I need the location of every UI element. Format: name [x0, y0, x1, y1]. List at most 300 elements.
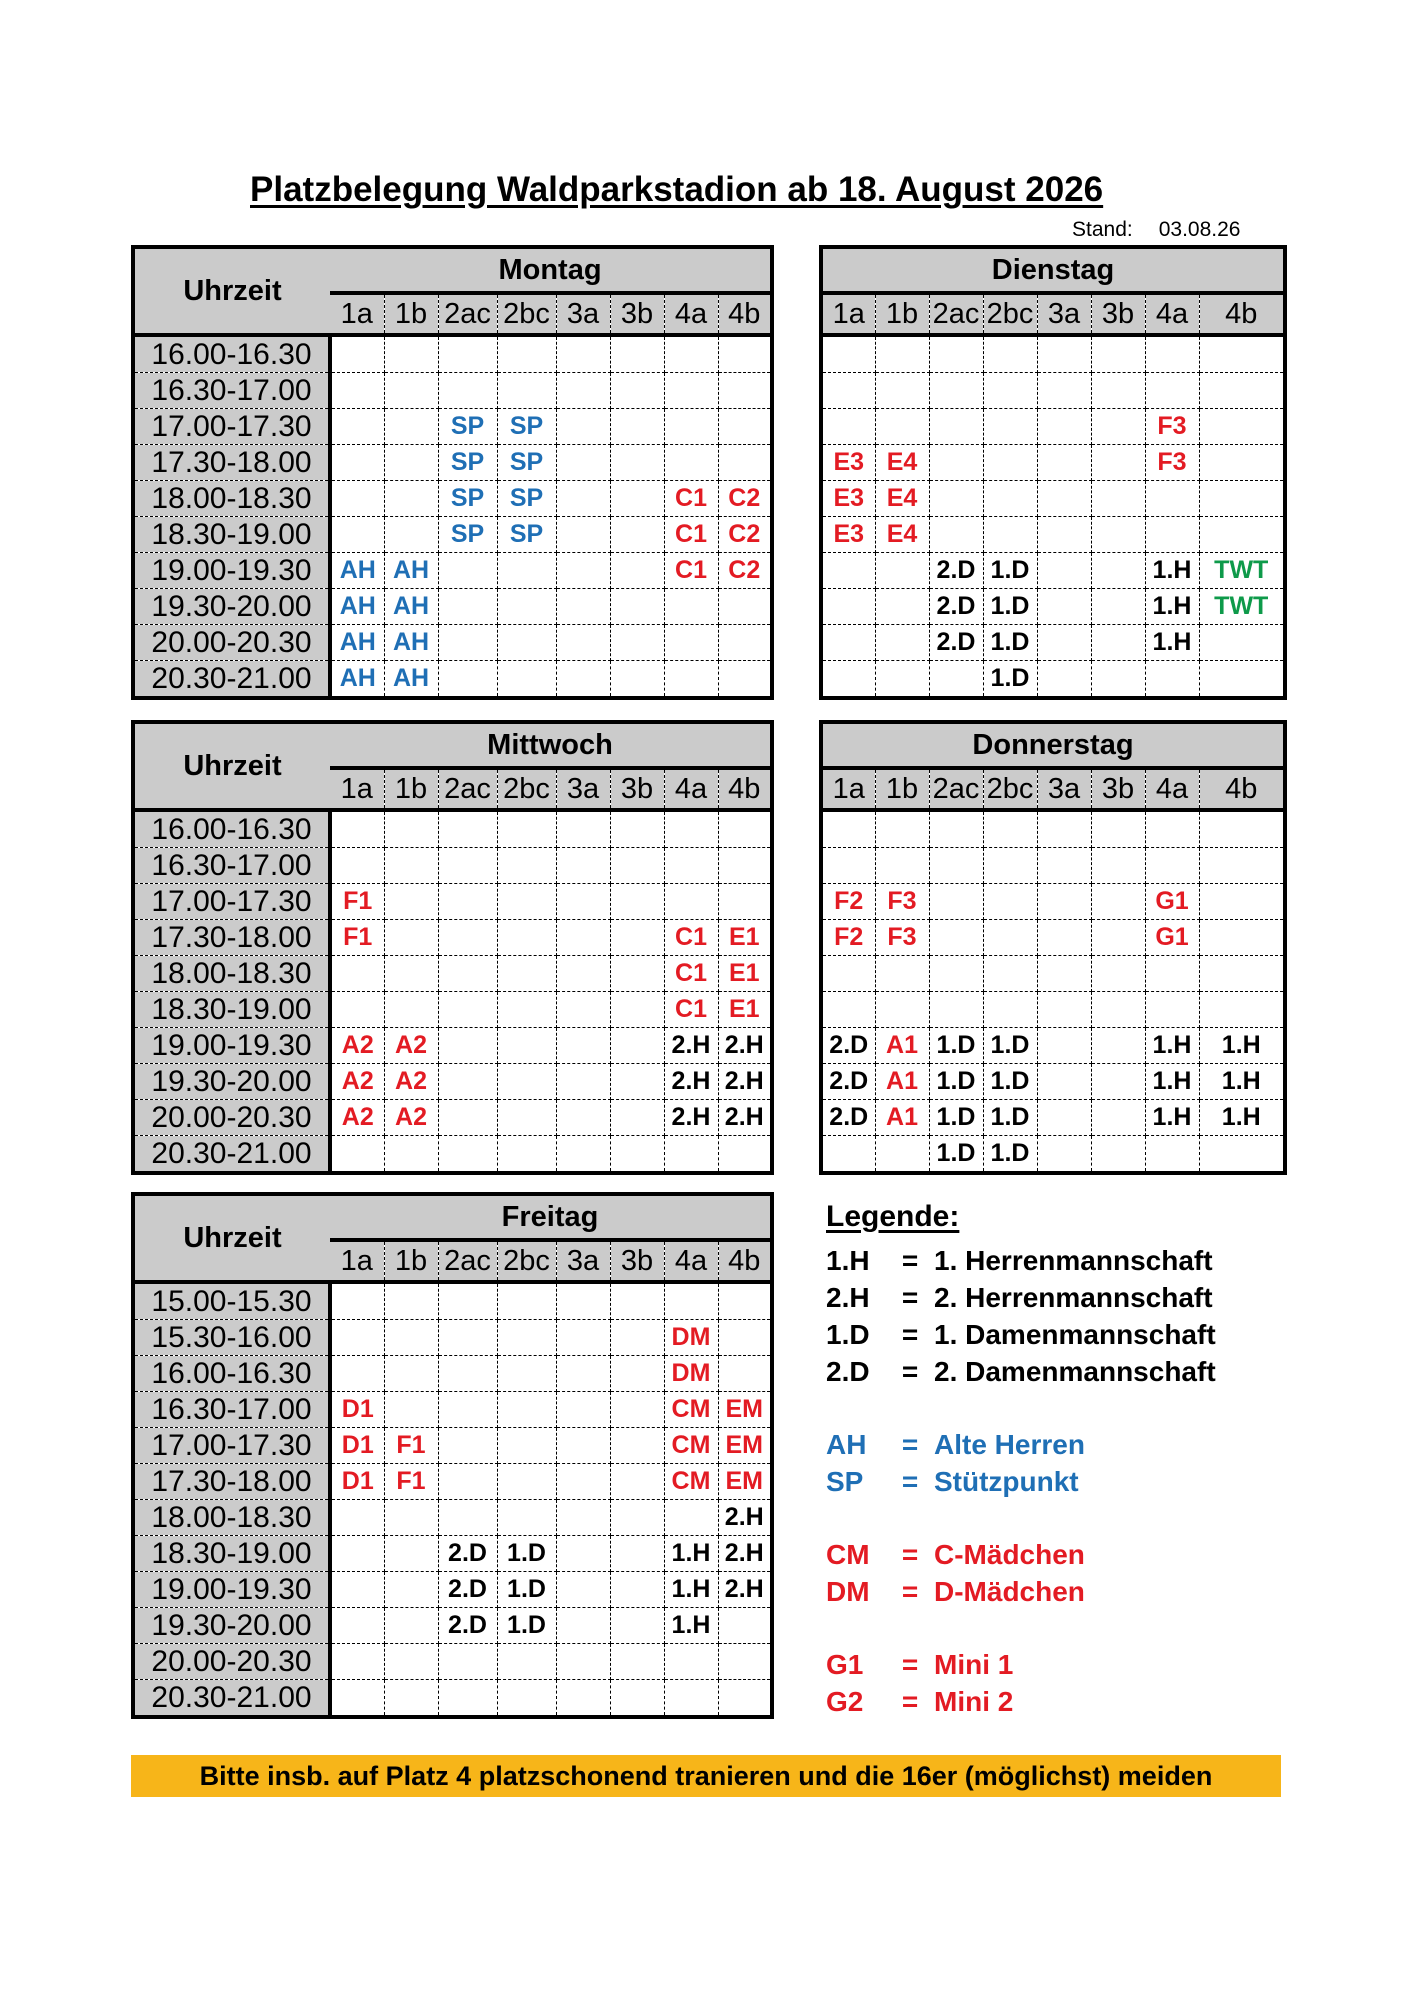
booking-cell: F3 — [875, 884, 929, 920]
booking-cell — [497, 1644, 556, 1680]
booking-cell — [384, 1136, 438, 1174]
booking-cell — [610, 589, 664, 625]
booking-cell: A2 — [384, 1100, 438, 1136]
booking-cell: 2.H — [718, 1028, 772, 1064]
schedule-table-montag — [131, 245, 774, 700]
booking-cell: C1 — [664, 553, 718, 589]
booking-cell — [497, 848, 556, 884]
time-slot-row — [133, 589, 772, 625]
time-slot-row — [821, 810, 1285, 848]
legend-equals: = — [901, 1282, 919, 1313]
booking-cell — [497, 1282, 556, 1320]
booking-cell: 1.H — [1145, 1028, 1199, 1064]
booking-cell — [875, 661, 929, 699]
time-slot-label: 20.30-21.00 — [133, 1680, 330, 1718]
booking-cell — [438, 1320, 497, 1356]
booking-cell — [1145, 517, 1199, 553]
booking-cell — [929, 445, 983, 481]
booking-cell: A2 — [384, 1028, 438, 1064]
booking-cell — [384, 1392, 438, 1428]
booking-cell — [556, 1100, 610, 1136]
time-slot-row — [821, 517, 1285, 553]
time-slot-row — [821, 373, 1285, 409]
time-slot-label: 19.30-20.00 — [133, 1064, 330, 1100]
time-slot-row — [133, 1282, 772, 1320]
booking-cell — [610, 481, 664, 517]
time-slot-label: 18.00-18.30 — [133, 1500, 330, 1536]
legend-entry — [826, 1242, 1216, 1279]
court-header: 2bc — [497, 768, 556, 810]
booking-cell — [610, 848, 664, 884]
court-header: 3a — [556, 1240, 610, 1282]
booking-cell — [875, 625, 929, 661]
booking-cell: 1.D — [983, 1136, 1037, 1174]
booking-cell — [1091, 1064, 1145, 1100]
booking-cell — [330, 1644, 384, 1680]
time-slot-label: 19.00-19.30 — [133, 1028, 330, 1064]
booking-cell — [1037, 335, 1091, 373]
booking-cell — [929, 409, 983, 445]
booking-cell — [330, 1536, 384, 1572]
booking-cell — [438, 661, 497, 699]
booking-cell — [497, 1464, 556, 1500]
booking-cell — [556, 1644, 610, 1680]
booking-cell — [610, 1572, 664, 1608]
booking-cell — [556, 589, 610, 625]
booking-cell: 1.H — [1199, 1064, 1285, 1100]
booking-cell — [1037, 553, 1091, 589]
time-slot-row — [133, 1064, 772, 1100]
court-header: 1b — [384, 1240, 438, 1282]
booking-cell — [875, 589, 929, 625]
court-header: 3b — [610, 768, 664, 810]
booking-cell — [610, 1100, 664, 1136]
booking-cell — [556, 1608, 610, 1644]
time-slot-row — [133, 956, 772, 992]
time-slot-row — [133, 373, 772, 409]
booking-cell — [875, 553, 929, 589]
booking-cell — [610, 1608, 664, 1644]
time-slot-row — [133, 848, 772, 884]
booking-cell: E4 — [875, 481, 929, 517]
court-header: 4a — [664, 768, 718, 810]
booking-cell — [1199, 810, 1285, 848]
schedule-table-donnerstag — [819, 720, 1287, 1175]
legend-key: DM — [826, 1576, 870, 1607]
court-header: 3b — [1091, 768, 1145, 810]
legend-key: G2 — [826, 1686, 864, 1717]
day-header-freitag: Freitag — [330, 1194, 772, 1240]
booking-cell — [718, 884, 772, 920]
booking-cell — [1091, 445, 1145, 481]
booking-cell — [718, 335, 772, 373]
booking-cell — [718, 1644, 772, 1680]
booking-cell — [1199, 481, 1285, 517]
booking-cell — [497, 373, 556, 409]
time-slot-label: 19.30-20.00 — [133, 589, 330, 625]
booking-cell — [610, 517, 664, 553]
booking-cell — [610, 1500, 664, 1536]
booking-cell: 1.H — [1145, 1100, 1199, 1136]
booking-cell: SP — [438, 481, 497, 517]
booking-cell — [1037, 1100, 1091, 1136]
day-header-dienstag: Dienstag — [821, 247, 1285, 293]
time-slot-row — [133, 1100, 772, 1136]
booking-cell — [384, 373, 438, 409]
court-header: 4b — [718, 768, 772, 810]
booking-cell — [1199, 625, 1285, 661]
booking-cell: 1.D — [983, 1064, 1037, 1100]
booking-cell: AH — [330, 661, 384, 699]
booking-cell — [1091, 1100, 1145, 1136]
schedule-table-dienstag — [819, 245, 1287, 700]
court-header: 3b — [610, 293, 664, 335]
legend-key: 1.D — [826, 1319, 870, 1350]
booking-cell: SP — [438, 445, 497, 481]
booking-cell: 1.D — [929, 1028, 983, 1064]
booking-cell — [384, 1572, 438, 1608]
booking-cell — [556, 810, 610, 848]
booking-cell: 1.D — [497, 1536, 556, 1572]
time-slot-row — [133, 409, 772, 445]
court-header: 2ac — [438, 768, 497, 810]
booking-cell — [664, 445, 718, 481]
booking-cell — [983, 373, 1037, 409]
time-slot-row — [821, 625, 1285, 661]
booking-cell — [497, 625, 556, 661]
booking-cell: 2.D — [821, 1064, 875, 1100]
booking-cell — [929, 335, 983, 373]
booking-cell: 2.H — [718, 1100, 772, 1136]
booking-cell — [983, 992, 1037, 1028]
booking-cell: DM — [664, 1356, 718, 1392]
booking-cell — [664, 884, 718, 920]
booking-cell — [610, 920, 664, 956]
booking-cell — [438, 848, 497, 884]
booking-cell — [556, 1136, 610, 1174]
booking-cell — [664, 1136, 718, 1174]
booking-cell: AH — [384, 553, 438, 589]
legend-description: 1. Damenmannschaft — [934, 1319, 1216, 1350]
booking-cell: 2.D — [929, 553, 983, 589]
legend-entry — [826, 1426, 1216, 1463]
booking-cell — [556, 1500, 610, 1536]
booking-cell — [664, 810, 718, 848]
time-slot-label: 19.00-19.30 — [133, 1572, 330, 1608]
time-slot-label: 18.30-19.00 — [133, 992, 330, 1028]
booking-cell: 2.H — [664, 1100, 718, 1136]
booking-cell: F1 — [384, 1428, 438, 1464]
booking-cell: CM — [664, 1428, 718, 1464]
booking-cell — [384, 335, 438, 373]
booking-cell — [1037, 1136, 1091, 1174]
booking-cell — [718, 625, 772, 661]
legend-key: SP — [826, 1466, 864, 1497]
booking-cell — [1091, 335, 1145, 373]
booking-cell — [556, 409, 610, 445]
court-header: 1b — [384, 293, 438, 335]
booking-cell: C2 — [718, 553, 772, 589]
booking-cell: EM — [718, 1392, 772, 1428]
booking-cell — [821, 589, 875, 625]
booking-cell — [664, 589, 718, 625]
booking-cell — [610, 884, 664, 920]
booking-cell: E4 — [875, 517, 929, 553]
legend-description: 1. Herrenmannschaft — [934, 1245, 1213, 1276]
booking-cell — [497, 1356, 556, 1392]
booking-cell — [384, 409, 438, 445]
booking-cell: 2.H — [664, 1064, 718, 1100]
booking-cell — [1037, 992, 1091, 1028]
day-header-montag: Montag — [330, 247, 772, 293]
legend-description: Stützpunkt — [934, 1466, 1079, 1497]
booking-cell — [497, 1680, 556, 1718]
booking-cell — [1037, 1064, 1091, 1100]
booking-cell — [610, 445, 664, 481]
booking-cell: A1 — [875, 1028, 929, 1064]
legend-description: Mini 1 — [934, 1649, 1014, 1680]
court-header: 3a — [556, 768, 610, 810]
booking-cell — [610, 810, 664, 848]
booking-cell — [610, 956, 664, 992]
booking-cell: A2 — [330, 1064, 384, 1100]
time-column-header: Uhrzeit — [133, 1194, 330, 1282]
time-slot-row — [133, 481, 772, 517]
time-slot-label: 20.00-20.30 — [133, 1644, 330, 1680]
stand-label: Stand: — [1072, 218, 1133, 241]
booking-cell — [664, 848, 718, 884]
booking-cell: 1.H — [1145, 625, 1199, 661]
booking-cell — [1091, 956, 1145, 992]
booking-cell: 2.H — [718, 1572, 772, 1608]
booking-cell — [610, 1464, 664, 1500]
booking-cell — [1037, 481, 1091, 517]
booking-cell — [718, 1356, 772, 1392]
booking-cell — [556, 481, 610, 517]
booking-cell — [330, 1608, 384, 1644]
booking-cell — [821, 625, 875, 661]
court-header: 1b — [384, 768, 438, 810]
legend-equals: = — [901, 1686, 919, 1717]
legend-equals: = — [901, 1466, 919, 1497]
booking-cell: SP — [497, 445, 556, 481]
legend-description: Mini 2 — [934, 1686, 1014, 1717]
booking-cell — [1091, 810, 1145, 848]
time-slot-row — [821, 1064, 1285, 1100]
booking-cell — [610, 553, 664, 589]
booking-cell — [438, 1064, 497, 1100]
booking-cell — [497, 661, 556, 699]
booking-cell — [1037, 625, 1091, 661]
time-slot-row — [821, 884, 1285, 920]
court-header: 1a — [330, 293, 384, 335]
booking-cell — [821, 956, 875, 992]
time-slot-label: 18.00-18.30 — [133, 956, 330, 992]
booking-cell: 2.H — [718, 1064, 772, 1100]
booking-cell: 1.H — [1199, 1028, 1285, 1064]
booking-cell — [556, 661, 610, 699]
booking-cell: CM — [664, 1392, 718, 1428]
booking-cell — [1091, 992, 1145, 1028]
booking-cell — [438, 625, 497, 661]
time-slot-label: 17.00-17.30 — [133, 884, 330, 920]
booking-cell — [438, 1644, 497, 1680]
booking-cell — [556, 553, 610, 589]
legend-key: AH — [826, 1429, 867, 1460]
booking-cell — [556, 1028, 610, 1064]
booking-cell: 1.H — [664, 1608, 718, 1644]
booking-cell — [929, 481, 983, 517]
booking-cell — [821, 335, 875, 373]
booking-cell — [821, 373, 875, 409]
booking-cell — [497, 992, 556, 1028]
booking-cell: 2.H — [718, 1536, 772, 1572]
booking-cell — [875, 848, 929, 884]
booking-cell: C1 — [664, 992, 718, 1028]
booking-cell — [330, 1320, 384, 1356]
booking-cell — [384, 1680, 438, 1718]
booking-cell: E1 — [718, 956, 772, 992]
booking-cell — [610, 1644, 664, 1680]
booking-cell: SP — [497, 517, 556, 553]
time-slot-label: 16.30-17.00 — [133, 373, 330, 409]
time-slot-row — [133, 625, 772, 661]
booking-cell — [718, 1608, 772, 1644]
court-header: 2ac — [929, 768, 983, 810]
time-slot-row — [821, 1028, 1285, 1064]
booking-cell — [556, 956, 610, 992]
booking-cell — [438, 1428, 497, 1464]
court-header: 1a — [821, 768, 875, 810]
booking-cell — [438, 373, 497, 409]
booking-cell — [929, 992, 983, 1028]
booking-cell: 1.D — [983, 1100, 1037, 1136]
booking-cell: E1 — [718, 920, 772, 956]
booking-cell — [556, 1320, 610, 1356]
booking-cell — [718, 1136, 772, 1174]
booking-cell — [330, 956, 384, 992]
stand-date — [1072, 218, 1240, 242]
booking-cell: 2.D — [438, 1536, 497, 1572]
legend-entry — [826, 1316, 1216, 1353]
booking-cell — [556, 884, 610, 920]
booking-cell — [610, 1428, 664, 1464]
legend-entry — [826, 1536, 1216, 1573]
booking-cell: AH — [384, 661, 438, 699]
booking-cell — [1145, 481, 1199, 517]
booking-cell: F3 — [1145, 445, 1199, 481]
booking-cell — [610, 1064, 664, 1100]
legend-description: 2. Herrenmannschaft — [934, 1282, 1213, 1313]
booking-cell: F3 — [1145, 409, 1199, 445]
court-header: 4b — [718, 293, 772, 335]
booking-cell: A2 — [384, 1064, 438, 1100]
booking-cell: 1.D — [497, 1572, 556, 1608]
legend-key: 2.H — [826, 1282, 870, 1313]
court-header: 4a — [664, 293, 718, 335]
booking-cell — [875, 956, 929, 992]
booking-cell: 1.D — [983, 1028, 1037, 1064]
notice-banner: Bitte insb. auf Platz 4 platzschonend tranieren und die 16er (möglichst) meiden — [131, 1755, 1281, 1797]
booking-cell — [1037, 848, 1091, 884]
time-slot-label: 20.00-20.30 — [133, 1100, 330, 1136]
booking-cell: 2.H — [718, 1500, 772, 1536]
booking-cell — [718, 810, 772, 848]
booking-cell — [1091, 1136, 1145, 1174]
booking-cell: G1 — [1145, 920, 1199, 956]
booking-cell — [384, 1500, 438, 1536]
legend-equals: = — [901, 1356, 919, 1387]
time-slot-row — [133, 553, 772, 589]
booking-cell: SP — [438, 517, 497, 553]
booking-cell: 2.D — [438, 1572, 497, 1608]
booking-cell — [384, 1282, 438, 1320]
booking-cell — [929, 810, 983, 848]
booking-cell — [821, 553, 875, 589]
booking-cell — [497, 1136, 556, 1174]
booking-cell — [438, 884, 497, 920]
booking-cell — [438, 810, 497, 848]
booking-cell — [497, 1500, 556, 1536]
booking-cell: 1.D — [497, 1608, 556, 1644]
booking-cell: C1 — [664, 920, 718, 956]
booking-cell — [929, 956, 983, 992]
time-slot-row — [821, 445, 1285, 481]
booking-cell — [1037, 373, 1091, 409]
booking-cell — [1037, 920, 1091, 956]
booking-cell — [1199, 956, 1285, 992]
booking-cell — [438, 956, 497, 992]
time-slot-label: 15.30-16.00 — [133, 1320, 330, 1356]
booking-cell — [330, 1500, 384, 1536]
stand-value: 03.08.26 — [1158, 218, 1241, 241]
booking-cell: 2.H — [664, 1028, 718, 1064]
legend-description: C-Mädchen — [934, 1539, 1085, 1570]
time-slot-row — [821, 481, 1285, 517]
booking-cell — [983, 848, 1037, 884]
booking-cell — [384, 1644, 438, 1680]
booking-cell — [1091, 661, 1145, 699]
booking-cell — [497, 884, 556, 920]
time-slot-row — [821, 920, 1285, 956]
booking-cell: 1.H — [1145, 589, 1199, 625]
booking-cell — [556, 445, 610, 481]
court-header: 4a — [1145, 768, 1199, 810]
court-header: 4b — [718, 1240, 772, 1282]
booking-cell — [384, 884, 438, 920]
booking-cell — [556, 1428, 610, 1464]
booking-cell — [1037, 589, 1091, 625]
booking-cell — [610, 373, 664, 409]
court-header: 3b — [610, 1240, 664, 1282]
time-slot-row — [133, 1500, 772, 1536]
booking-cell: CM — [664, 1464, 718, 1500]
time-slot-row — [133, 1680, 772, 1718]
time-slot-label: 20.30-21.00 — [133, 661, 330, 699]
booking-cell — [438, 1680, 497, 1718]
booking-cell — [330, 373, 384, 409]
time-slot-label: 17.30-18.00 — [133, 1464, 330, 1500]
time-slot-row — [821, 409, 1285, 445]
booking-cell — [497, 335, 556, 373]
booking-cell — [1037, 810, 1091, 848]
time-slot-row — [821, 553, 1285, 589]
booking-cell — [1199, 848, 1285, 884]
booking-cell — [610, 1028, 664, 1064]
booking-cell: C1 — [664, 481, 718, 517]
booking-cell — [610, 1680, 664, 1718]
time-slot-label: 17.30-18.00 — [133, 445, 330, 481]
